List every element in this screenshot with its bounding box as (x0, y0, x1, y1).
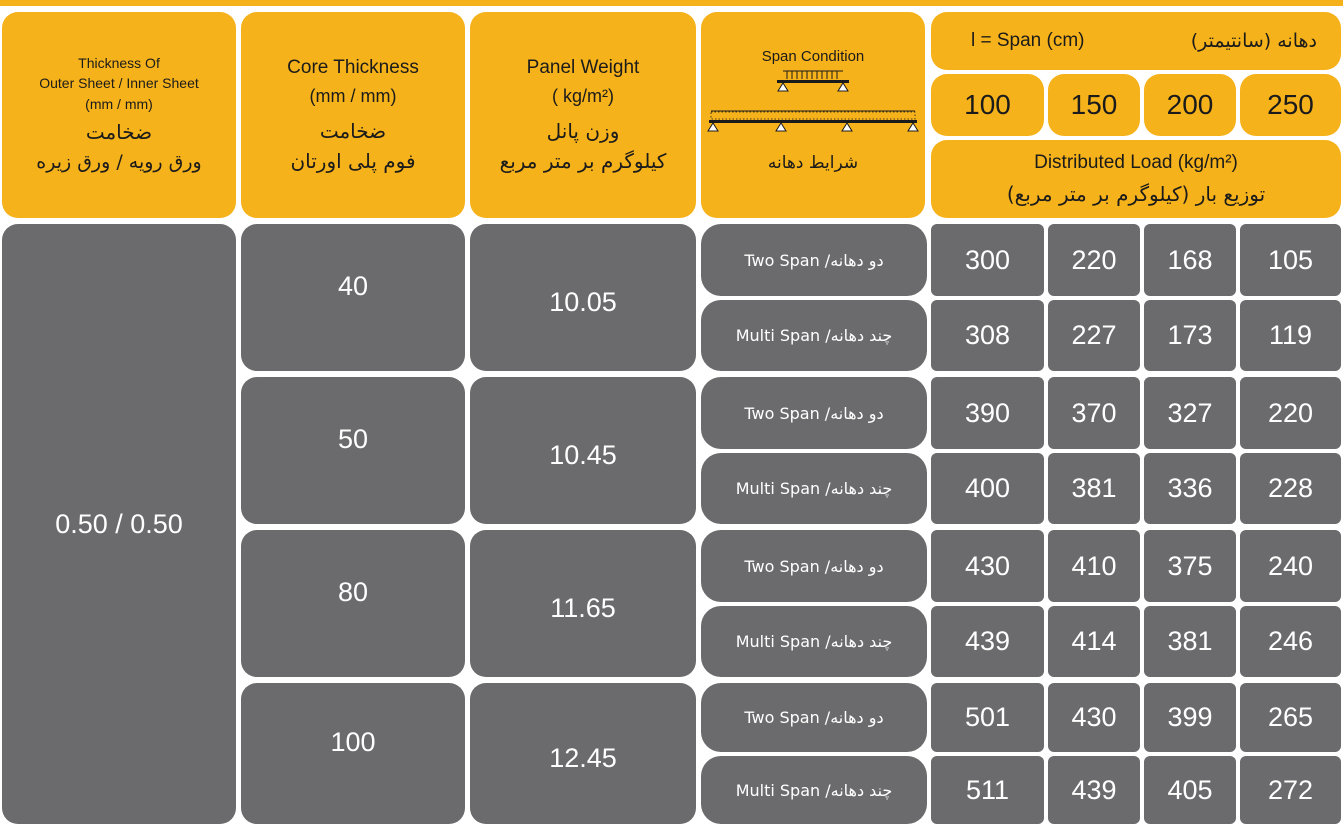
span-condition-label: Multi Span /چند دهانه (735, 479, 893, 498)
load-cell (1144, 453, 1236, 524)
load-value: 501 (964, 702, 1011, 732)
header-weight-en2: ( kg/m²) (552, 86, 614, 106)
header-span-condition-fa: شرایط دهانه (767, 153, 859, 173)
load-cell (931, 530, 1044, 602)
load-value: 439 (1071, 774, 1117, 805)
core-thickness-cell (241, 530, 465, 677)
header-weight-en1: Panel Weight (526, 57, 640, 78)
load-value: 390 (964, 397, 1011, 428)
load-cell (931, 377, 1044, 449)
single-span-beam-icon (773, 69, 853, 95)
load-value: 414 (1071, 626, 1117, 656)
core-thickness-cell (241, 683, 465, 824)
span-condition-cell (701, 377, 927, 449)
panel-weight-value: 10.05 (549, 287, 617, 317)
panel-weight-cell (470, 377, 696, 524)
load-value: 381 (1167, 626, 1213, 656)
load-value: 370 (1071, 397, 1117, 428)
span-condition-label: Two Span /دو دهانه (744, 556, 884, 576)
load-cell (1048, 756, 1140, 824)
load-cell (1048, 300, 1140, 371)
header-thickness-fa1: ضخامت (85, 120, 153, 144)
header-thickness-en2: Outer Sheet / Inner Sheet (39, 75, 199, 91)
load-cell (931, 606, 1044, 677)
span-condition-label: Two Span /دو دهانه (744, 250, 884, 270)
load-cell (1048, 530, 1140, 602)
load-cell (1240, 530, 1341, 602)
load-cell (1144, 756, 1236, 824)
panel-weight-value: 10.45 (549, 440, 617, 470)
load-cell (1240, 453, 1341, 524)
panel-weight-cell (470, 683, 696, 824)
load-value: 220 (1267, 397, 1314, 428)
load-value: 173 (1167, 320, 1213, 350)
panel-weight-value: 11.65 (550, 593, 616, 623)
span-value: 250 (1267, 89, 1314, 120)
load-cell (931, 300, 1044, 371)
load-value: 336 (1167, 473, 1213, 503)
top-accent-bar (0, 0, 1343, 6)
load-value: 220 (1071, 244, 1117, 275)
header-load-en: Distributed Load (kg/m²) (1034, 152, 1238, 173)
load-cell (1048, 377, 1140, 449)
load-value: 405 (1167, 774, 1213, 805)
load-cell (1240, 224, 1341, 296)
header-thickness-fa2: ورق رویه / ورق زیره (36, 151, 202, 173)
core-thickness-value: 80 (337, 577, 369, 607)
core-thickness-value: 40 (337, 271, 369, 301)
panel-weight-cell (470, 530, 696, 677)
load-value: 272 (1267, 774, 1314, 805)
header-core-fa1: ضخامت (319, 119, 387, 143)
sheet-thickness-cell (2, 224, 236, 824)
core-thickness-value: 50 (337, 424, 369, 454)
span-condition-cell (701, 224, 927, 296)
load-value: 168 (1167, 244, 1213, 275)
load-cell (931, 756, 1044, 824)
header-core-en1: Core Thickness (287, 57, 419, 78)
header-span-value-100 (931, 74, 1044, 136)
header-span-value-150 (1048, 74, 1140, 136)
span-condition-label: Two Span /دو دهانه (744, 708, 884, 727)
load-cell (1144, 683, 1236, 752)
span-condition-label: Multi Span /چند دهانه (735, 632, 893, 651)
header-span-condition-en: Span Condition (761, 48, 865, 65)
load-value: 265 (1267, 702, 1314, 732)
header-thickness-en1: Thickness Of (78, 55, 160, 71)
header-panel-weight (470, 12, 696, 218)
core-thickness-cell (241, 224, 465, 371)
load-value: 227 (1071, 320, 1117, 350)
header-span-condition (701, 12, 925, 218)
header-distributed-load (931, 140, 1341, 218)
load-value: 399 (1167, 702, 1213, 732)
load-cell (1240, 756, 1341, 824)
header-weight-fa1: وزن پانل (546, 119, 620, 143)
header-span (931, 12, 1341, 70)
load-value: 228 (1267, 473, 1314, 503)
load-value: 410 (1071, 550, 1117, 581)
header-load-fa: توزیع بار (کیلوگرم بر متر مربع) (1006, 182, 1266, 206)
load-value: 439 (964, 626, 1011, 656)
load-value: 511 (965, 774, 1010, 805)
header-weight-fa2: کیلوگرم بر متر مربع (499, 149, 667, 173)
load-value: 308 (964, 320, 1011, 350)
header-core-en2: (mm / mm) (309, 86, 397, 106)
load-value: 375 (1167, 550, 1213, 581)
panel-weight-cell (470, 224, 696, 371)
core-thickness-cell (241, 377, 465, 524)
span-condition-cell (701, 300, 927, 371)
header-span-en: l = Span (cm) (971, 30, 1085, 51)
load-value: 246 (1267, 626, 1314, 656)
load-value: 400 (964, 473, 1011, 503)
load-cell (1144, 530, 1236, 602)
header-core-fa2: فوم پلی اورتان (290, 149, 416, 173)
core-thickness-value: 100 (330, 727, 376, 757)
span-condition-cell (701, 453, 927, 524)
load-cell (931, 683, 1044, 752)
header-span-value-250 (1240, 74, 1341, 136)
load-value: 300 (964, 244, 1011, 275)
span-condition-cell (701, 606, 927, 677)
load-cell (1240, 683, 1341, 752)
span-value: 200 (1166, 89, 1214, 120)
load-cell (931, 453, 1044, 524)
load-value: 105 (1267, 244, 1314, 275)
span-condition-label: Multi Span /چند دهانه (735, 326, 893, 345)
span-condition-label: Two Span /دو دهانه (744, 403, 884, 423)
header-core-thickness (241, 12, 465, 218)
load-value: 430 (964, 550, 1011, 581)
load-cell (931, 224, 1044, 296)
load-cell (1048, 224, 1140, 296)
span-condition-cell (701, 683, 927, 752)
multi-span-beam-icon (707, 109, 919, 135)
load-cell (1048, 683, 1140, 752)
load-cell (1144, 377, 1236, 449)
header-span-fa: دهانه (سانتیمتر) (1190, 30, 1317, 52)
span-condition-cell (701, 530, 927, 602)
header-thickness-en3: (mm / mm) (85, 96, 153, 112)
load-value: 240 (1267, 550, 1314, 581)
load-cell (1048, 606, 1140, 677)
load-cell (1144, 300, 1236, 371)
span-condition-cell (701, 756, 927, 824)
load-cell (1144, 606, 1236, 677)
load-value: 381 (1071, 473, 1117, 503)
load-cell (1240, 300, 1341, 371)
header-span-value-200 (1144, 74, 1236, 136)
load-cell (1144, 224, 1236, 296)
load-cell (1240, 606, 1341, 677)
span-value: 100 (964, 89, 1011, 120)
load-value: 119 (1268, 320, 1313, 350)
header-thickness (2, 12, 236, 218)
sheet-thickness-value: 0.50 / 0.50 (55, 508, 183, 539)
load-cell (1240, 377, 1341, 449)
load-cell (1048, 453, 1140, 524)
load-value: 327 (1167, 397, 1213, 428)
panel-weight-value: 12.45 (549, 743, 617, 773)
span-condition-label: Multi Span /چند دهانه (735, 780, 893, 800)
load-value: 430 (1071, 702, 1117, 732)
span-value: 150 (1070, 89, 1118, 120)
